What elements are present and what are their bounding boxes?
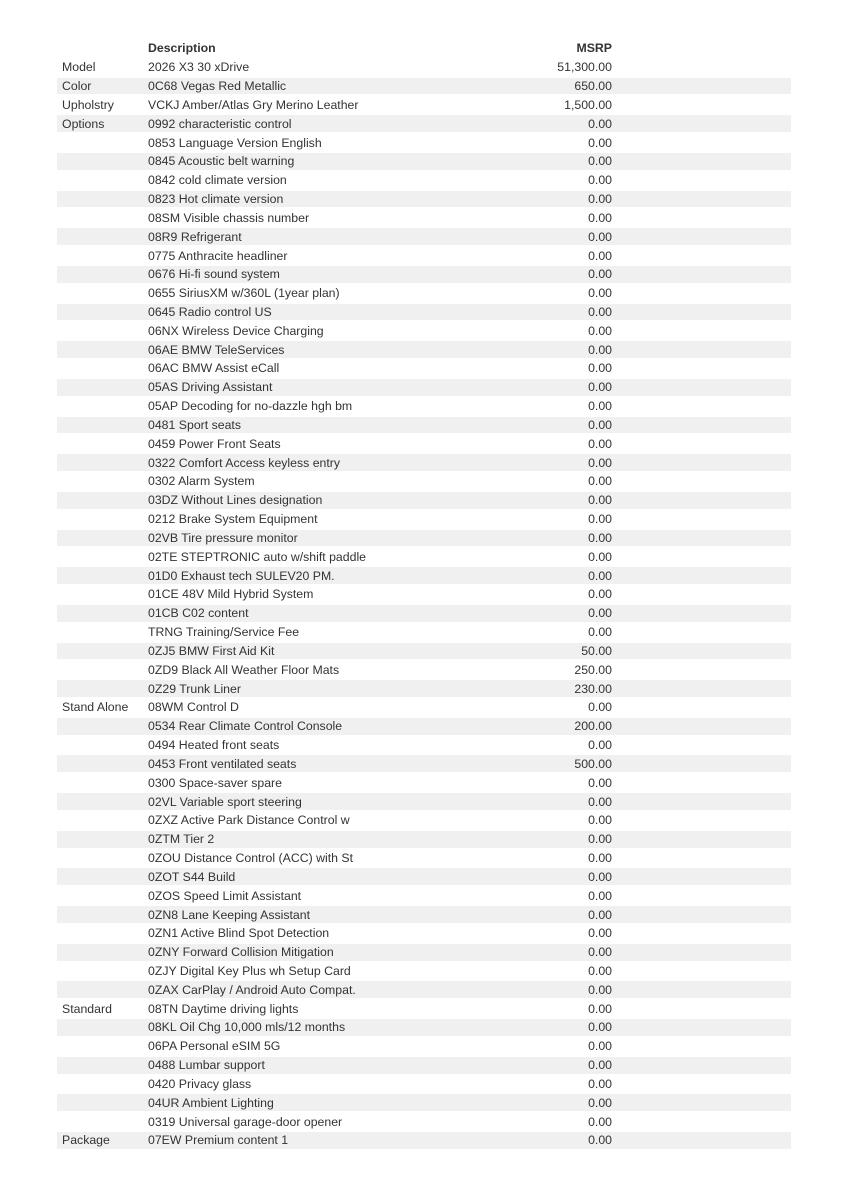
msrp-cell: 500.00 (574, 756, 612, 771)
msrp-cell: 0.00 (588, 530, 612, 545)
description-cell: 0481 Sport seats (148, 417, 241, 432)
description-cell: 08SM Visible chassis number (148, 210, 310, 225)
msrp-cell: 0.00 (588, 1001, 612, 1016)
table-row (57, 924, 791, 943)
description-cell: 0ZAX CarPlay / Android Auto Compat. (148, 982, 356, 997)
msrp-cell: 0.00 (588, 549, 612, 564)
table-row (57, 1093, 791, 1112)
description-cell: 0534 Rear Climate Control Console (148, 719, 343, 734)
description-cell: 01CE 48V Mild Hybrid System (148, 587, 314, 602)
description-cell: TRNG Training/Service Fee (148, 625, 300, 640)
table-row (57, 980, 791, 999)
msrp-cell: 0.00 (588, 436, 612, 451)
msrp-cell: 0.00 (588, 888, 612, 903)
table-row (57, 114, 791, 133)
table-row (57, 773, 791, 792)
description-cell: 04UR Ambient Lighting (148, 1095, 274, 1110)
description-cell: 02VL Variable sport steering (148, 794, 302, 809)
table-row (57, 303, 791, 322)
description-cell: 0Z29 Trunk Liner (148, 681, 241, 696)
table-row (57, 510, 791, 529)
description-cell: 2026 X3 30 xDrive (148, 60, 250, 75)
table-row (57, 604, 791, 623)
description-cell: 0ZJY Digital Key Plus wh Setup Card (148, 963, 351, 978)
description-cell: 0853 Language Version English (148, 135, 322, 150)
table-row (57, 754, 791, 773)
table-row (57, 962, 791, 981)
category-cell: Color (62, 79, 92, 94)
msrp-cell: 0.00 (588, 1039, 612, 1054)
table-row (57, 811, 791, 830)
table-row (57, 547, 791, 566)
msrp-cell: 0.00 (588, 135, 612, 150)
table-row (57, 585, 791, 604)
table-row (57, 1056, 791, 1075)
category-cell: Standard (62, 1001, 112, 1016)
msrp-cell: 0.00 (588, 1058, 612, 1073)
description-cell: 0322 Comfort Access keyless entry (148, 455, 341, 470)
msrp-cell: 0.00 (588, 832, 612, 847)
description-cell: 0212 Brake System Equipment (148, 512, 318, 527)
table-row (57, 886, 791, 905)
msrp-cell: 250.00 (574, 662, 612, 677)
msrp-cell: 0.00 (588, 493, 612, 508)
msrp-cell: 0.00 (588, 361, 612, 376)
table-row (57, 359, 791, 378)
table-row (57, 397, 791, 416)
msrp-cell: 0.00 (588, 210, 612, 225)
table-row (57, 717, 791, 736)
description-cell: 01D0 Exhaust tech SULEV20 PM. (148, 568, 335, 583)
msrp-cell: 0.00 (588, 380, 612, 395)
description-cell: 0ZOS Speed Limit Assistant (148, 888, 302, 903)
msrp-cell: 0.00 (588, 1095, 612, 1110)
description-cell: VCKJ Amber/Atlas Gry Merino Leather (148, 97, 359, 112)
description-cell: 01CB C02 content (148, 606, 249, 621)
description-cell: 02VB Tire pressure monitor (148, 530, 298, 545)
msrp-cell: 0.00 (588, 474, 612, 489)
table-row (57, 849, 791, 868)
table-row (57, 1131, 791, 1150)
description-cell: 0ZOU Distance Control (ACC) with St (148, 851, 354, 866)
msrp-cell: 0.00 (588, 229, 612, 244)
msrp-cell: 650.00 (574, 79, 612, 94)
msrp-cell: 0.00 (588, 305, 612, 319)
table-row (57, 321, 791, 340)
table-row (57, 698, 791, 717)
table-row (57, 171, 791, 190)
table-row (57, 736, 791, 755)
msrp-cell: 0.00 (588, 323, 612, 338)
description-cell: 0823 Hot climate version (148, 192, 284, 207)
msrp-cell: 0.00 (588, 926, 612, 941)
msrp-cell: 0.00 (588, 587, 612, 602)
table-row (57, 378, 791, 397)
msrp-cell: 0.00 (588, 173, 612, 188)
table-row (57, 133, 791, 152)
msrp-cell: 0.00 (588, 154, 612, 169)
description-cell: 0ZJ5 BMW First Aid Kit (148, 643, 275, 658)
msrp-cell: 0.00 (588, 1114, 612, 1129)
category-cell: Stand Alone (62, 700, 129, 715)
table-header-row (57, 39, 791, 58)
msrp-cell: 51,300.00 (557, 60, 612, 75)
table-row (57, 1075, 791, 1094)
description-cell: 0992 characteristic control (148, 116, 292, 131)
table-row (57, 95, 791, 114)
msrp-cell: 0.00 (588, 907, 612, 922)
msrp-cell: 0.00 (588, 342, 612, 357)
table-row (57, 227, 791, 246)
table-row (57, 190, 791, 209)
table-row (57, 246, 791, 265)
msrp-cell: 0.00 (588, 1133, 612, 1148)
description-cell: 07EW Premium content 1 (148, 1133, 289, 1148)
description-cell: 0300 Space-saver spare (148, 775, 282, 790)
description-cell: 0ZXZ Active Park Distance Control w (148, 813, 350, 828)
msrp-cell: 0.00 (588, 248, 612, 263)
table-row (57, 1037, 791, 1056)
description-cell: 0645 Radio control US (148, 305, 272, 319)
msrp-cell: 0.00 (588, 116, 612, 131)
table-row (57, 472, 791, 491)
table-row (57, 491, 791, 510)
description-cell: 0494 Heated front seats (148, 738, 280, 753)
msrp-cell: 0.00 (588, 738, 612, 753)
description-cell: 08WM Control D (148, 700, 239, 715)
msrp-cell: 200.00 (574, 719, 612, 734)
table-row (57, 77, 791, 96)
table-row (57, 416, 791, 435)
msrp-cell: 0.00 (588, 568, 612, 583)
table-row (57, 434, 791, 453)
description-cell: 0655 SiriusXM w/360L (1year plan) (148, 286, 340, 301)
table-row (57, 58, 791, 77)
description-cell: 05AP Decoding for no-dazzle hgh bm (148, 399, 353, 414)
description-cell: 02TE STEPTRONIC auto w/shift paddle (148, 549, 367, 564)
description-cell: 08R9 Refrigerant (148, 229, 242, 244)
table-row (57, 943, 791, 962)
description-cell: 0ZTM Tier 2 (148, 832, 215, 847)
description-cell: 06NX Wireless Device Charging (148, 323, 324, 338)
msrp-column-header: MSRP (576, 41, 612, 56)
msrp-cell: 0.00 (588, 851, 612, 866)
description-column-header: Description (148, 41, 216, 56)
description-cell: 0459 Power Front Seats (148, 436, 281, 451)
msrp-cell: 0.00 (588, 945, 612, 960)
table-row (57, 208, 791, 227)
table-body (57, 58, 791, 1150)
description-cell: 0ZD9 Black All Weather Floor Mats (148, 662, 340, 677)
table-row (57, 566, 791, 585)
description-cell: 0ZN1 Active Blind Spot Detection (148, 926, 330, 941)
description-cell: 0842 cold climate version (148, 173, 287, 188)
msrp-cell: 0.00 (588, 869, 612, 884)
description-cell: 0453 Front ventilated seats (148, 756, 297, 771)
msrp-cell: 0.00 (588, 192, 612, 207)
msrp-cell: 0.00 (588, 1076, 612, 1091)
table-row (57, 642, 791, 661)
table-row (57, 453, 791, 472)
table-row (57, 1112, 791, 1131)
table-row (57, 905, 791, 924)
description-cell: 08KL Oil Chg 10,000 mls/12 months (148, 1020, 346, 1035)
msrp-cell: 0.00 (588, 606, 612, 621)
table-row (57, 152, 791, 171)
description-cell: 0ZN8 Lane Keeping Assistant (148, 907, 311, 922)
msrp-cell: 230.00 (574, 681, 612, 696)
table-row (57, 284, 791, 303)
msrp-cell: 0.00 (588, 775, 612, 790)
category-cell: Package (62, 1133, 110, 1148)
description-cell: 0302 Alarm System (148, 474, 255, 489)
msrp-cell: 0.00 (588, 963, 612, 978)
vehicle-options-sheet (57, 39, 791, 1150)
table-row (57, 999, 791, 1018)
table-row (57, 1018, 791, 1037)
msrp-cell: 0.00 (588, 267, 612, 282)
description-cell: 05AS Driving Assistant (148, 380, 273, 395)
table-row (57, 830, 791, 849)
msrp-cell: 0.00 (588, 625, 612, 640)
description-cell: 03DZ Without Lines designation (148, 493, 323, 508)
description-cell: 0319 Universal garage-door opener (148, 1114, 343, 1129)
description-cell: 0ZNY Forward Collision Mitigation (148, 945, 334, 960)
description-cell: 0C68 Vegas Red Metallic (148, 79, 287, 94)
msrp-cell: 50.00 (581, 643, 612, 658)
category-cell: Model (62, 60, 96, 75)
msrp-cell: 0.00 (588, 286, 612, 301)
description-cell: 08TN Daytime driving lights (148, 1001, 299, 1016)
msrp-cell: 0.00 (588, 982, 612, 997)
msrp-cell: 0.00 (588, 700, 612, 715)
table-row (57, 867, 791, 886)
msrp-cell: 0.00 (588, 794, 612, 809)
table-row (57, 265, 791, 284)
msrp-cell: 0.00 (588, 455, 612, 470)
description-cell: 06AE BMW TeleServices (148, 342, 285, 357)
description-cell: 06AC BMW Assist eCall (148, 361, 280, 376)
msrp-cell: 0.00 (588, 813, 612, 828)
description-cell: 0420 Privacy glass (148, 1076, 252, 1091)
msrp-cell: 0.00 (588, 1020, 612, 1035)
table-row (57, 623, 791, 642)
msrp-cell: 0.00 (588, 417, 612, 432)
description-cell: 0676 Hi-fi sound system (148, 267, 280, 282)
description-cell: 06PA Personal eSIM 5G (148, 1039, 281, 1054)
table-row (57, 792, 791, 811)
description-cell: 0845 Acoustic belt warning (148, 154, 295, 169)
table-row (57, 660, 791, 679)
description-cell: 0775 Anthracite headliner (148, 248, 288, 263)
msrp-cell: 0.00 (588, 512, 612, 527)
description-cell: 0488 Lumbar support (148, 1058, 265, 1073)
msrp-cell: 0.00 (588, 399, 612, 414)
description-cell: 0ZOT S44 Build (148, 869, 236, 884)
table-row (57, 340, 791, 359)
table-row (57, 679, 791, 698)
category-cell: Options (62, 116, 105, 131)
table-row (57, 529, 791, 548)
msrp-cell: 1,500.00 (564, 97, 612, 112)
category-cell: Upholstry (62, 97, 114, 112)
